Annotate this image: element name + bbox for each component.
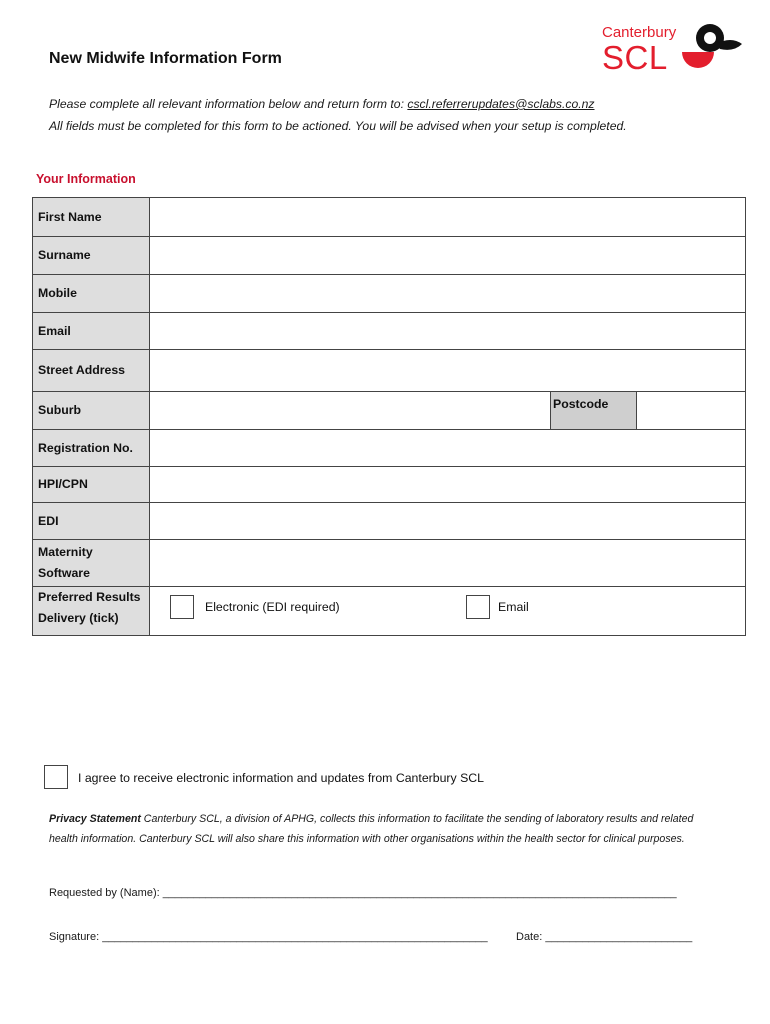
label-results-delivery (33, 587, 150, 636)
electronic-checkbox[interactable] (170, 595, 194, 619)
date-field[interactable]: ________________________ (545, 931, 693, 943)
maternity-software-input[interactable] (150, 540, 746, 587)
label-hpi: HPI/CPN (33, 467, 150, 503)
suburb-postcode-cell (150, 392, 746, 430)
canterbury-scl-logo (598, 22, 748, 82)
row-results-delivery (33, 587, 746, 636)
postcode-input[interactable] (637, 392, 745, 429)
hpi-input[interactable] (150, 467, 746, 503)
intro-line-1 (49, 97, 595, 111)
row-maternity-software (33, 540, 746, 587)
row-surname (33, 237, 746, 275)
row-registration (33, 430, 746, 467)
date-label: Date: (516, 931, 543, 943)
row-mobile (33, 275, 746, 313)
label-email: Email (33, 313, 150, 350)
row-hpi (33, 467, 746, 503)
label-edi: EDI (33, 503, 150, 540)
section-title: Your Information (36, 172, 136, 186)
first-name-input[interactable] (150, 198, 746, 237)
label-delivery-line2: Delivery (tick) (38, 611, 119, 625)
email-checkbox[interactable] (466, 595, 490, 619)
logo-scl: SCL (602, 39, 668, 76)
intro-prefix: Please complete all relevant information below and return form to: (49, 97, 408, 111)
intro-line-2: All fields must be completed for this form to be actioned. You will be advised when your setup is completed. (49, 119, 627, 133)
date-row (516, 931, 692, 943)
agree-label: I agree to receive electronic information and updates from Canterbury SCL (78, 771, 485, 785)
row-edi (33, 503, 746, 540)
suburb-input[interactable] (150, 392, 551, 429)
signature-field[interactable]: _______________________________________________________________ (102, 931, 488, 943)
label-suburb: Suburb (33, 392, 150, 430)
label-first-name: First Name (33, 198, 150, 237)
privacy-statement (49, 810, 719, 849)
street-address-input[interactable] (150, 350, 746, 392)
return-email-link[interactable]: cscl.referrerupdates@sclabs.co.nz (407, 97, 595, 111)
requested-by-field[interactable]: ____________________________________________________________________________________ (162, 887, 677, 899)
logo-wordmark: Canterbury (602, 24, 677, 41)
row-email (33, 313, 746, 350)
label-postcode: Postcode (551, 392, 637, 429)
label-street-address: Street Address (33, 350, 150, 392)
edi-input[interactable] (150, 503, 746, 540)
label-delivery-line1: Preferred Results (38, 590, 141, 604)
logo-swirl-icon (676, 22, 746, 78)
row-street-address (33, 350, 746, 392)
privacy-heading: Privacy Statement (49, 813, 141, 825)
label-surname: Surname (33, 237, 150, 275)
row-suburb (33, 392, 746, 430)
form-title: New Midwife Information Form (49, 50, 282, 67)
privacy-body: Canterbury SCL, a division of APHG, collects this information to facilitate the sending of laboratory results and related health information. Canterbury SCL will also share this information with other organisations within the health sector for clinical purposes. (49, 813, 694, 845)
requested-by-row (49, 887, 677, 899)
label-mobile: Mobile (33, 275, 150, 313)
signature-row (49, 931, 488, 943)
agree-checkbox[interactable] (44, 765, 68, 789)
label-maternity-line1: Maternity (38, 545, 93, 559)
electronic-option-label: Electronic (EDI required) (205, 600, 340, 614)
results-delivery-options (150, 587, 746, 636)
label-maternity-line2: Software (38, 566, 90, 580)
surname-input[interactable] (150, 237, 746, 275)
email-input[interactable] (150, 313, 746, 350)
email-option-label: Email (498, 600, 529, 614)
mobile-input[interactable] (150, 275, 746, 313)
information-table (32, 197, 746, 636)
label-maternity-software (33, 540, 150, 587)
requested-by-label: Requested by (Name): (49, 887, 160, 899)
label-registration: Registration No. (33, 430, 150, 467)
registration-input[interactable] (150, 430, 746, 467)
signature-label: Signature: (49, 931, 100, 943)
row-first-name (33, 198, 746, 237)
